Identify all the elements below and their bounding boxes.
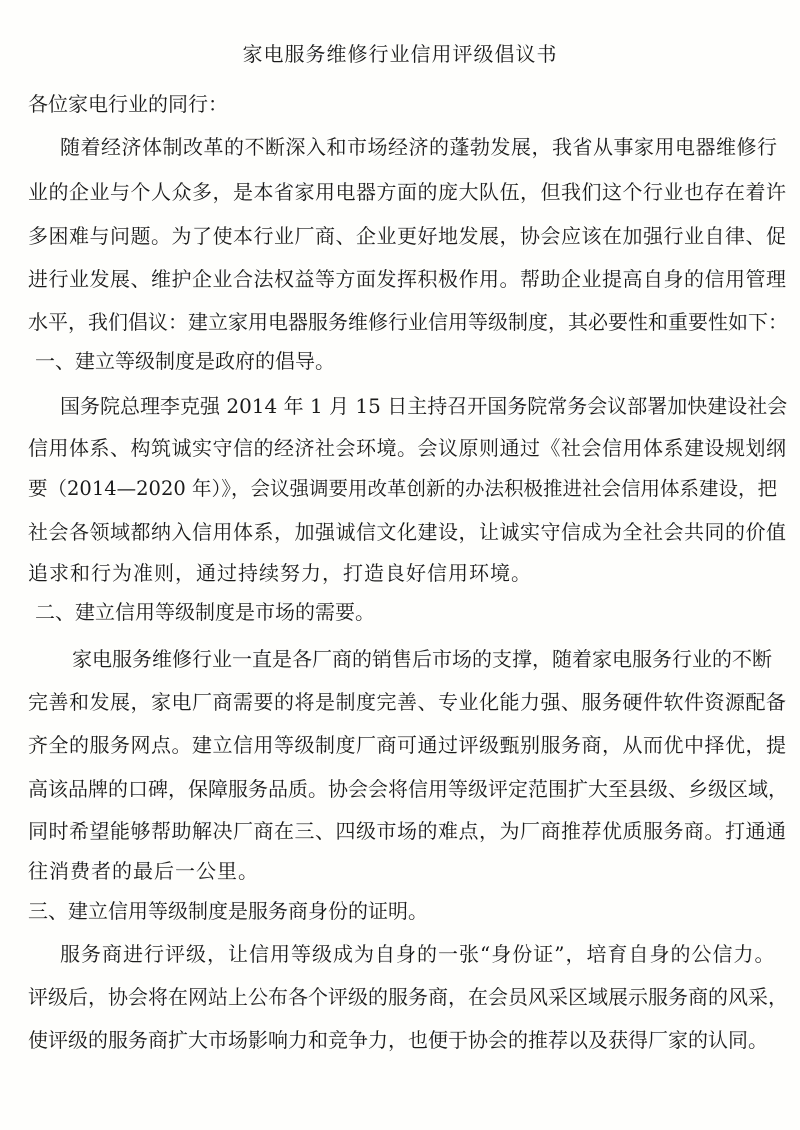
intro-line-4: 进行业发展、维护企业合法权益等方面发挥积极作用。帮助企业提高自身的信用管理 — [28, 267, 787, 291]
section2-line-6: 往消费者的最后一公里。 — [28, 859, 259, 883]
section2-line-3: 齐全的服务网点。建立信用等级制度厂商可通过评级甄别服务商，从而优中择优，提 — [28, 733, 787, 757]
document-title: 家电服务维修行业信用评级倡议书 — [242, 42, 558, 66]
section2-line-1: 家电服务维修行业一直是各厂商的销售后市场的支撑，随着家电服务行业的不断 — [72, 647, 772, 671]
salutation: 各位家电行业的同行： — [28, 92, 228, 116]
intro-line-1: 随着经济体制改革的不断深入和市场经济的蓬勃发展，我省从事家用电器维修行 — [60, 135, 778, 159]
section1-line-5: 追求和行为准则，通过持续努力，打造良好信用环境。 — [28, 561, 532, 585]
section3-heading: 三、建立信用等级制度是服务商身份的证明。 — [28, 899, 428, 923]
section3-line-3: 使评级的服务商扩大市场影响力和竞争力，也便于协会的推荐以及获得厂家的认同。 — [28, 1028, 768, 1052]
section1-heading: 一、建立等级制度是政府的倡导。 — [35, 349, 335, 373]
section1-line-4: 社会各领域都纳入信用体系，加强诚信文化建设，让诚实守信成为全社会共同的价值 — [28, 520, 787, 544]
section1-line-2: 信用体系、构筑诚实守信的经济社会环境。会议原则通过《社会信用体系建设规划纲 — [28, 436, 787, 460]
section3-line-2: 评级后，协会将在网站上公布各个评级的服务商，在会员风采区域展示服务商的风采， — [28, 985, 788, 1009]
section2-line-2: 完善和发展，家电厂商需要的将是制度完善、专业化能力强、服务硬件软件资源配备 — [28, 690, 787, 714]
intro-line-5: 水平，我们倡议：建立家用电器服务维修行业信用等级制度，其必要性和重要性如下： — [28, 310, 788, 334]
section2-line-4: 高该品牌的口碑，保障服务品质。协会会将信用等级评定范围扩大至县级、乡级区域， — [28, 777, 788, 801]
intro-line-3: 多困难与问题。为了使本行业厂商、企业更好地发展，协会应该在加强行业自律、促 — [28, 224, 787, 248]
section1-line-1: 国务院总理李克强 2014 年 1 月 15 日主持召开国务院常务会议部署加快建设社会 — [60, 394, 788, 418]
section2-line-5: 同时希望能够帮助解决厂商在三、四级市场的难点，为厂商推荐优质服务商。打通通 — [28, 819, 787, 843]
section3-line-1: 服务商进行评级，让信用等级成为自身的一张“身份证”，培育自身的公信力。 — [60, 942, 776, 966]
intro-line-2: 业的企业与个人众多，是本省家用电器方面的庞大队伍，但我们这个行业也存在着许 — [28, 180, 787, 204]
section2-heading: 二、建立信用等级制度是市场的需要。 — [35, 600, 375, 624]
section1-line-3: 要（2014—2020 年）》，会议强调要用改革创新的办法积极推进社会信用体系建设，把 — [28, 477, 777, 500]
